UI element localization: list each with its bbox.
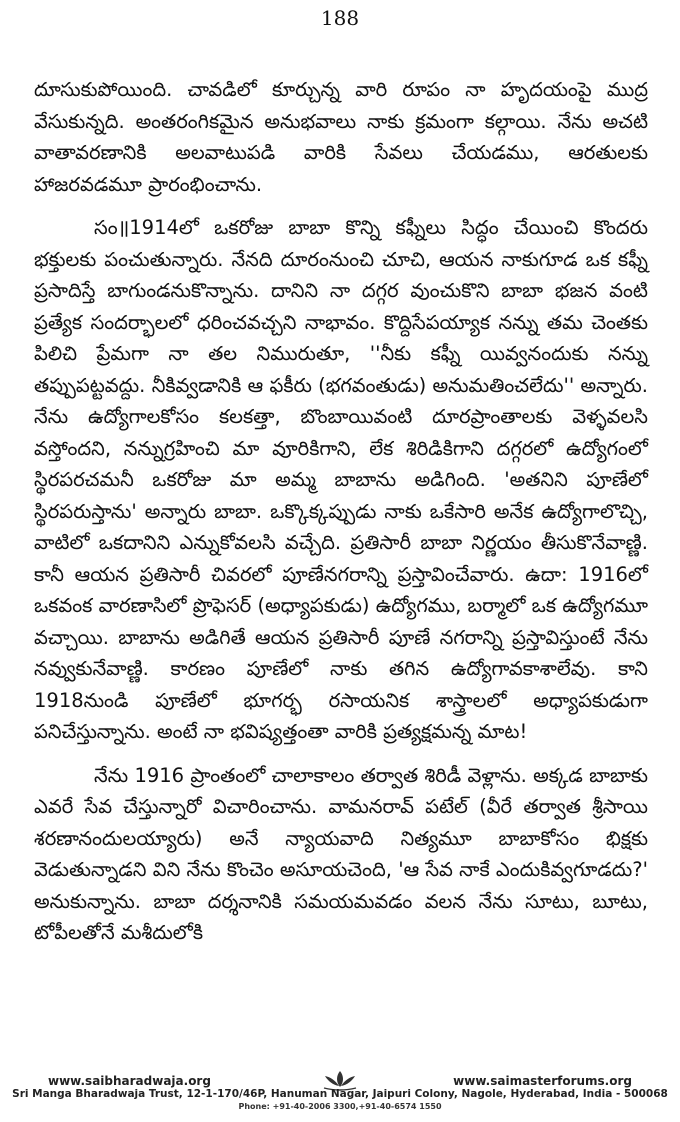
paragraph-3: నేను 1916 ప్రాంతంలో చాలాకాలం తర్వాత శిరిడీ వెళ్లాను. అక్కడ బాబాకు ఎవరే సేవ చేస్తున్నారో విచారించాను. వామనరావ్ పటేల్ (వీరే తర్వాత శ్రీసాయి శరణానందులయ్యారు) అనే న్యాయవాది నిత్యమూ బాబాకోసం భిక్షకు వెడుతున్నాడని విని నేను కొంచెం అసూయచెంది, 'ఆ సేవ నాకే ఎందుకివ్వగూడదు?' అనుకున్నాను. బాబా దర్శనానికి సమయమవడం వలన నేను సూటు, బూటు, టోపీలతోనే మశీదులోకి <box>34 763 648 944</box>
footer-address: Sri Manga Bharadwaja Trust, 12-1-170/46P, Hanuman Nagar, Jaipuri Colony, Nagole, Hyderabad, India - 500068 <box>12 1088 668 1100</box>
body-text <box>34 74 648 961</box>
page-number: 188 <box>320 6 360 30</box>
footer-phone: Phone: +91-40-2006 3300,+91-40-6574 1550 <box>238 1102 442 1111</box>
paragraph-1: దూసుకుపోయింది. చావడిలో కూర్చున్న వారి రూపం నా హృదయంపై ముద్ర వేసుకున్నది. అంతరంగికమైన అనుభవాలు నాకు క్రమంగా కల్గాయి. నేను అచటి వాతావరణానికి అలవాటుపడి వారికి సేవలు చేయడము, ఆరతులకు హాజరవడమూ ప్రారంభించాను. <box>34 78 648 196</box>
footer-website-left[interactable]: www.saibharadwaja.org <box>48 1074 211 1088</box>
page-footer <box>0 1074 680 1122</box>
paragraph-2: సం॥1914లో ఒకరోజు బాబా కొన్ని కఫ్నీలు సిద్ధం చేయించి కొందరు భక్తులకు పంచుతున్నారు. నేనది దూరంనుంచి చూచి, ఆయన నాకుగూడ ఒక కఫ్నీ ప్రసాదిస్తే బాగుండనుకొన్నాను. దానిని నా దగ్గర వుంచుకొని బాబా భజన వంటి ప్రత్యేక సందర్భాలలో ధరించవచ్చని నాభావం. కొద్దిసేపయ్యాక నన్ను తమ చెంతకు పిలిచి ప్రేమగా నా తల నిమురుతూ, ''నీకు కఫ్నీ యివ్వనందుకు నన్ను తప్పుపట్టవద్దు. నీకివ్వడానికి ఆ ఫకీరు (భగవంతుడు) అనుమతించలేదు'' అన్నారు. నేను ఉద్యోగాలకోసం కలకత్తా, బొంబాయివంటి దూరప్రాంతాలకు వెళ్ళవలసి వస్తోందని, నన్నుగ్రహించి మా వూరికిగాని, లేక శిరిడికిగాని దగ్గరలో ఉద్యోగంలో స్థిరపరచమనీ ఒకరోజు మా అమ్మ బాబాను అడిగింది. 'అతనిని పూణేలో స్థిరపరుస్తాను' అన్నారు బాబా. ఒక్కొక్కప్పుడు నాకు ఒకేసారి అనేక ఉద్యోగాలొచ్చి, వాటిలో ఒకదానిని ఎన్నుకోవలసి వచ్చేది. ప్రతిసారీ బాబా నిర్ణయం తీసుకొనేవాణ్ణి. కానీ ఆయన ప్రతిసారీ చివరలో పూణేనగరాన్ని ప్రస్తావించేవారు. ఉదా: 1916లో ఒకవంక వారణాసిలో ప్రొఫెసర్ (అధ్యాపకుడు) ఉద్యోగము, బర్మాలో ఒక ఉద్యోగమూ వచ్చాయి. బాబాను అడిగితే ఆయన ప్రతిసారీ పూణే నగరాన్ని ప్రస్తావిస్తుంటే నేను నవ్వుకునేవాణ్ణి. కారణం పూణేలో నాకు తగిన ఉద్యోగావకాశాలేవు. కాని 1918నుండి పూణేలో భూగర్భ రసాయనిక శాస్త్రాలలో అధ్యాపకుడుగా పనిచేస్తున్నాను. అంటే నా భవిష్యత్తంతా వారికి ప్రత్యక్షమన్న మాట! <box>34 216 648 743</box>
footer-website-right[interactable]: www.saimasterforums.org <box>453 1074 632 1088</box>
